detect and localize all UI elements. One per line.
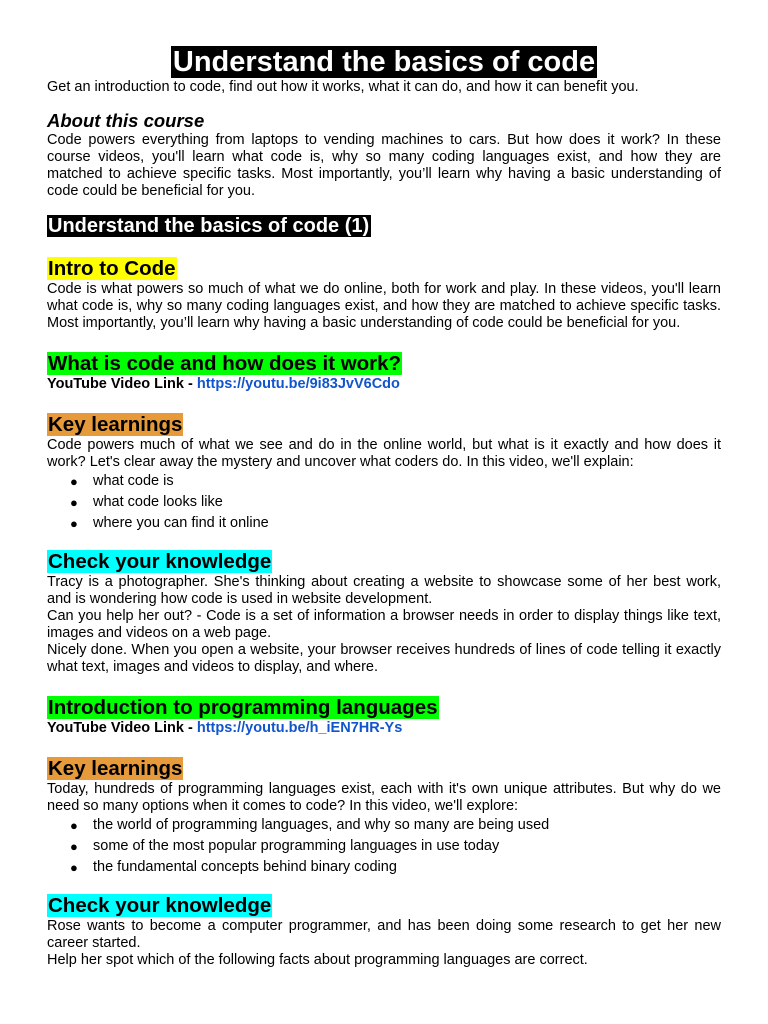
bullet-text: where you can find it online [93, 515, 269, 531]
list-item [47, 836, 721, 857]
video1-check-heading-block [47, 548, 721, 574]
video1-check-text-2: Can you help her out? - Code is a set of information a browser needs in order to display things like text, images and videos on a web page. [47, 608, 721, 641]
bullet-dot-icon: ● [70, 860, 78, 875]
video2-heading-block [47, 694, 721, 720]
section-heading-block [47, 213, 721, 238]
bullet-dot-icon: ● [70, 516, 78, 531]
page-title: Understand the basics of code [172, 46, 596, 78]
section-heading: Understand the basics of code (1) [48, 215, 370, 237]
video2-heading: Introduction to programming languages [48, 696, 438, 719]
video1-check-heading: Check your knowledge [48, 550, 272, 573]
list-item [47, 492, 721, 513]
bullet-dot-icon: ● [70, 839, 78, 854]
list-item [47, 857, 721, 878]
video2-link-label: YouTube Video Link - [47, 720, 197, 736]
about-text: Code powers everything from laptops to vending machines to cars. But how does it work? In these course videos, you'll learn what code is, why so many coding languages exist, and how they are matched to achieve specific tasks. Most importantly, you’ll learn why having a basic understanding of code could be beneficial for you. [47, 132, 721, 199]
video1-key-text: Code powers much of what we see and do in the online world, but what is it exactly and how does it work? Let's clear away the mystery and uncover what coders do. In this video, we'll explain: [47, 437, 721, 470]
video1-link-label: YouTube Video Link - [47, 376, 197, 392]
bullet-dot-icon: ● [70, 474, 78, 489]
intro-to-code-text: Code is what powers so much of what we do online, both for work and play. In these videos, you'll learn what code is, why so many coding languages exist, and how they are matched to achieve specific tasks. Most importantly, you’ll learn why having a basic understanding of code could be beneficial for you. [47, 281, 721, 331]
video2-key-heading-block [47, 755, 721, 781]
bullet-text: what code is [93, 473, 174, 489]
video2-check-text-1: Rose wants to become a computer programmer, and has been doing some research to get her new career started. [47, 918, 721, 951]
video1-bullet-list [47, 471, 721, 534]
document-page [47, 44, 721, 969]
video1-heading-block [47, 350, 721, 376]
about-heading: About this course [47, 110, 205, 131]
video2-link-line [47, 720, 721, 737]
bullet-dot-icon: ● [70, 495, 78, 510]
intro-to-code-heading: Intro to Code [48, 257, 176, 280]
list-item [47, 471, 721, 492]
intro-to-code-heading-block [47, 255, 721, 281]
video2-link[interactable]: https://youtu.be/h_iEN7HR-Ys [196, 720, 403, 736]
bullet-dot-icon: ● [70, 818, 78, 833]
video1-check-text-3: Nicely done. When you open a website, your browser receives hundreds of lines of code telling it exactly what text, images and videos to display, and where. [47, 642, 721, 675]
video1-check-text-1: Tracy is a photographer. She's thinking about creating a website to showcase some of her best work, and is wondering how code is used in website development. [47, 574, 721, 607]
video2-bullet-list [47, 815, 721, 878]
bullet-text: the world of programming languages, and why so many are being used [93, 817, 550, 833]
bullet-text: what code looks like [93, 494, 223, 510]
video2-check-heading: Check your knowledge [48, 894, 272, 917]
bullet-text: the fundamental concepts behind binary coding [93, 859, 397, 875]
list-item [47, 513, 721, 534]
video1-key-heading-block [47, 411, 721, 437]
video2-key-heading: Key learnings [48, 757, 183, 780]
page-title-block [47, 44, 721, 78]
video1-link[interactable]: https://youtu.be/9i83JvV6Cdo [196, 376, 400, 392]
list-item [47, 815, 721, 836]
video2-check-heading-block [47, 892, 721, 918]
video2-key-text: Today, hundreds of programming languages exist, each with it's own unique attributes. But why do we need so many options when it comes to code? In this video, we'll explore: [47, 781, 721, 814]
course-intro: Get an introduction to code, find out how it works, what it can do, and how it can benefit you. [47, 79, 639, 95]
video1-link-line [47, 376, 721, 393]
video1-heading: What is code and how does it work? [48, 352, 402, 375]
video2-check-text-2: Help her spot which of the following facts about programming languages are correct. [47, 952, 588, 968]
bullet-text: some of the most popular programming languages in use today [93, 838, 500, 854]
video1-key-heading: Key learnings [48, 413, 183, 436]
